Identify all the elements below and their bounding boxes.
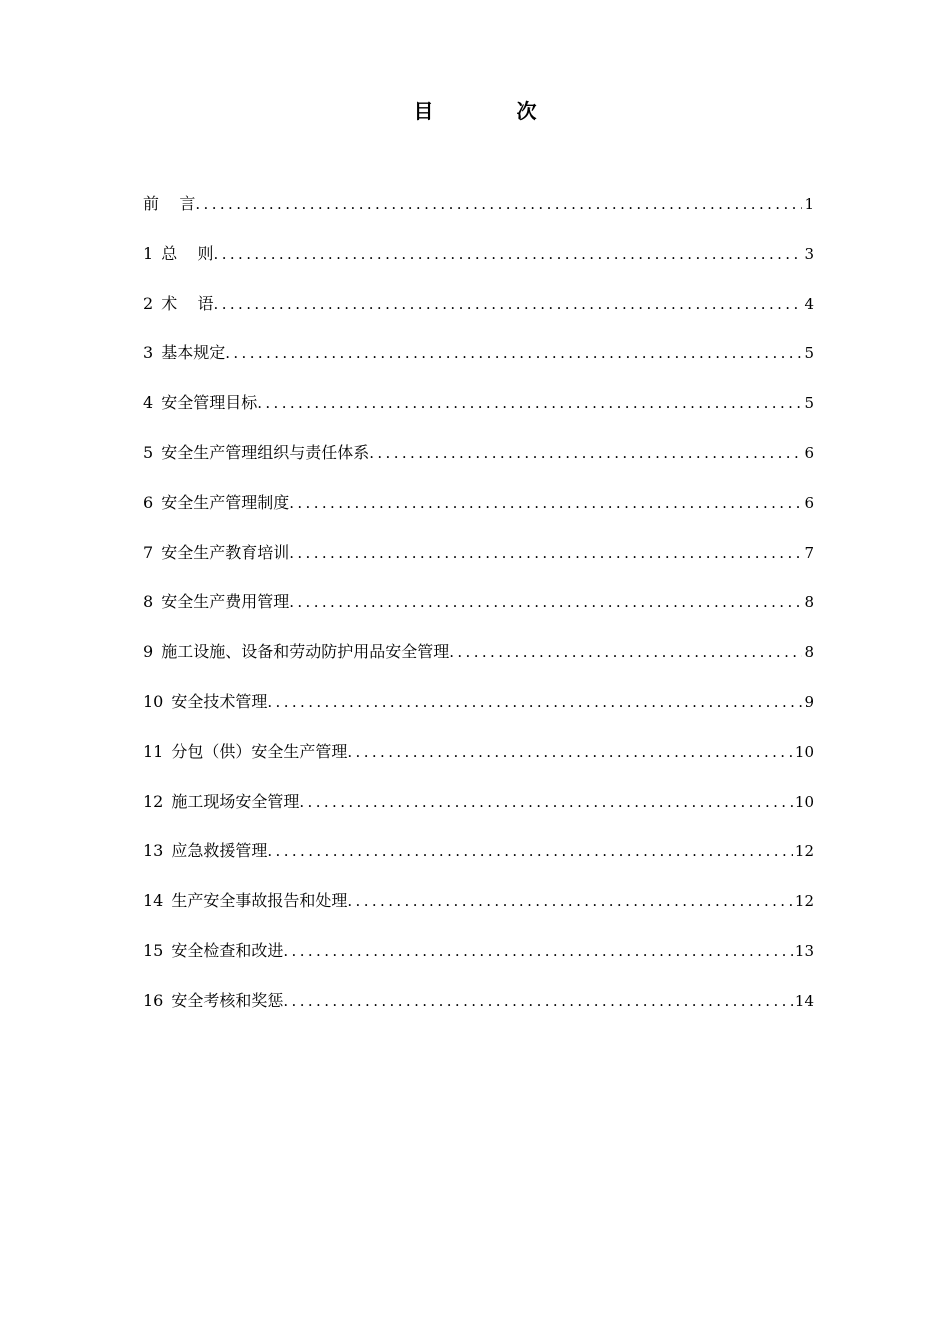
toc-section-number: 7 <box>143 542 154 562</box>
toc-leader-dots <box>449 638 802 666</box>
toc-entry-label: 安全技术管理 <box>171 691 268 711</box>
toc-page-number: 3 <box>804 244 814 263</box>
toc-section-number: 5 <box>143 442 154 462</box>
toc-page-number: 5 <box>804 344 814 363</box>
toc-section-number: 1 <box>143 243 154 263</box>
toc-section-number: 2 <box>143 293 154 313</box>
toc-page-number: 9 <box>804 692 814 711</box>
toc-leader-dots <box>225 339 802 367</box>
toc-section-number: 15 <box>143 940 164 960</box>
toc-entry-5[interactable] <box>143 439 814 489</box>
toc-entry-label: 安全生产费用管理 <box>161 592 290 612</box>
toc-page-number: 1 <box>804 195 814 213</box>
toc-page-number: 10 <box>794 742 814 761</box>
toc-page-number: 12 <box>794 892 814 911</box>
toc-entry-13[interactable] <box>143 837 814 887</box>
toc-section-number: 13 <box>143 841 164 861</box>
toc-entry-label: 安全生产教育培训 <box>161 542 290 562</box>
toc-entry-label: 安全考核和奖惩 <box>171 990 284 1010</box>
toc-leader-dots <box>299 788 793 816</box>
toc-leader-dots <box>257 389 802 417</box>
toc-entry-label: 施工现场安全管理 <box>171 791 300 811</box>
toc-page-number: 6 <box>804 493 814 512</box>
toc-section-number: 14 <box>143 891 164 911</box>
toc-entry-12[interactable] <box>143 788 814 838</box>
toc-entry-foreword[interactable] <box>143 190 814 240</box>
toc-entry-4[interactable] <box>143 389 814 439</box>
toc-page-number: 8 <box>804 643 814 662</box>
toc-section-number: 3 <box>143 343 154 363</box>
toc-page-number: 8 <box>804 593 814 612</box>
toc-leader-dots <box>283 987 793 1015</box>
toc-entry-16[interactable] <box>143 987 814 1037</box>
toc-page-number: 12 <box>794 842 814 861</box>
toc-section-number: 12 <box>143 791 164 811</box>
toc-entry-label: 应急救援管理 <box>171 841 268 861</box>
toc-entry-14[interactable] <box>143 887 814 937</box>
toc-entry-label: 安全生产管理制度 <box>161 492 290 512</box>
toc-section-number: 11 <box>143 741 164 761</box>
toc-section-number: 4 <box>143 393 154 413</box>
toc-page-number: 14 <box>794 991 814 1010</box>
toc-entry-3[interactable] <box>143 339 814 389</box>
toc-entry-9[interactable] <box>143 638 814 688</box>
page-title: 目 次 <box>413 99 575 123</box>
toc-entry-label: 安全管理目标 <box>161 393 258 413</box>
toc-entry-label: 术 语 <box>161 293 214 313</box>
toc-entry-label: 基本规定 <box>161 343 226 363</box>
toc-leader-dots <box>369 439 802 467</box>
toc-entry-label: 分包（供）安全生产管理 <box>171 741 348 761</box>
toc-page-number: 13 <box>794 941 814 960</box>
toc-leader-dots <box>267 688 802 716</box>
toc-page-number: 7 <box>804 543 814 562</box>
toc-entry-2[interactable] <box>143 290 814 340</box>
toc-entry-6[interactable] <box>143 489 814 539</box>
toc-entry-label: 生产安全事故报告和处理 <box>171 891 348 911</box>
toc-page-number: 6 <box>804 443 814 462</box>
toc-leader-dots <box>214 240 803 268</box>
toc-entry-7[interactable] <box>143 539 814 589</box>
toc-section-number: 8 <box>143 592 154 612</box>
toc-section-number: 6 <box>143 492 154 512</box>
toc-leader-dots <box>289 539 802 567</box>
toc-section-number: 16 <box>143 990 164 1010</box>
toc-section-number: 9 <box>143 642 154 662</box>
toc-leader-dots <box>267 837 793 865</box>
toc-page-number: 5 <box>804 394 814 413</box>
toc-page-number: 10 <box>794 792 814 811</box>
toc-leader-dots <box>283 937 793 965</box>
toc-page-number: 4 <box>804 294 814 313</box>
toc-leader-dots <box>195 190 802 218</box>
toc-entry-11[interactable] <box>143 738 814 788</box>
toc-section-number: 10 <box>143 691 164 711</box>
table-of-contents <box>143 190 814 1037</box>
toc-leader-dots <box>347 887 793 915</box>
toc-entry-label: 安全生产管理组织与责任体系 <box>161 442 370 462</box>
toc-entry-label: 安全检查和改进 <box>171 940 284 960</box>
toc-leader-dots <box>214 290 803 318</box>
toc-entry-15[interactable] <box>143 937 814 987</box>
toc-leader-dots <box>289 588 802 616</box>
toc-entry-label: 施工设施、设备和劳动防护用品安全管理 <box>161 642 450 662</box>
toc-leader-dots <box>347 738 793 766</box>
toc-leader-dots <box>289 489 802 517</box>
toc-entry-label: 总 则 <box>161 243 214 263</box>
toc-entry-label: 前 言 <box>143 194 196 213</box>
toc-entry-10[interactable] <box>143 688 814 738</box>
toc-entry-1[interactable] <box>143 240 814 290</box>
toc-entry-8[interactable] <box>143 588 814 638</box>
